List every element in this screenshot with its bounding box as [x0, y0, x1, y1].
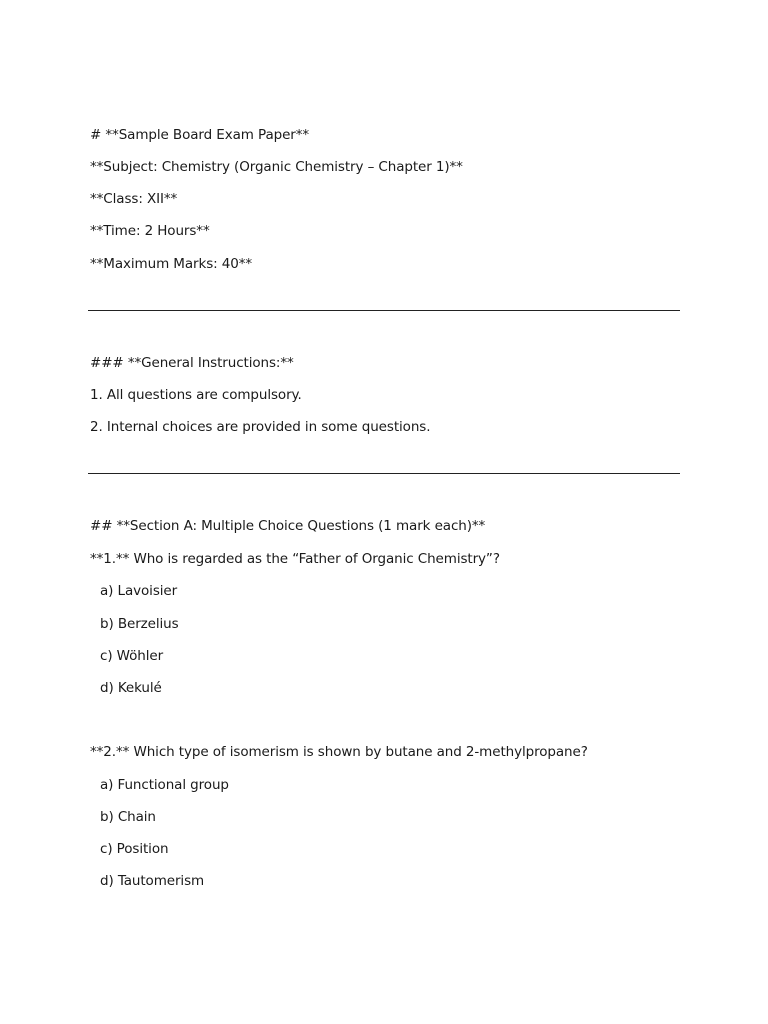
section-a-heading: ## **Section A: Multiple Choice Questions (1 mark each)**: [90, 518, 486, 534]
question-2-option-b: b) Chain: [100, 809, 156, 825]
divider: [88, 310, 680, 311]
question-1-option-a: a) Lavoisier: [100, 583, 178, 599]
question-1-option-b: b) Berzelius: [100, 616, 179, 632]
question-2-option-d: d) Tautomerism: [100, 873, 205, 889]
paper-title: # **Sample Board Exam Paper**: [90, 127, 310, 143]
instructions-heading: ### **General Instructions:**: [90, 355, 294, 371]
question-1-option-d: d) Kekulé: [100, 680, 162, 696]
subject-line: **Subject: Chemistry (Organic Chemistry – Chapter 1)**: [90, 159, 463, 175]
question-2: **2.** Which type of isomerism is shown by butane and 2-methylpropane?: [90, 744, 588, 760]
max-marks-line: **Maximum Marks: 40**: [90, 256, 253, 272]
question-2-option-a: a) Functional group: [100, 777, 229, 793]
question-1: **1.** Who is regarded as the “Father of Organic Chemistry”?: [90, 551, 500, 567]
instruction-item: 2. Internal choices are provided in some questions.: [90, 419, 431, 435]
question-2-option-c: c) Position: [100, 841, 169, 857]
question-1-option-c: c) Wöhler: [100, 648, 164, 664]
class-line: **Class: XII**: [90, 191, 178, 207]
time-line: **Time: 2 Hours**: [90, 223, 210, 239]
divider: [88, 473, 680, 474]
instruction-item: 1. All questions are compulsory.: [90, 387, 302, 403]
